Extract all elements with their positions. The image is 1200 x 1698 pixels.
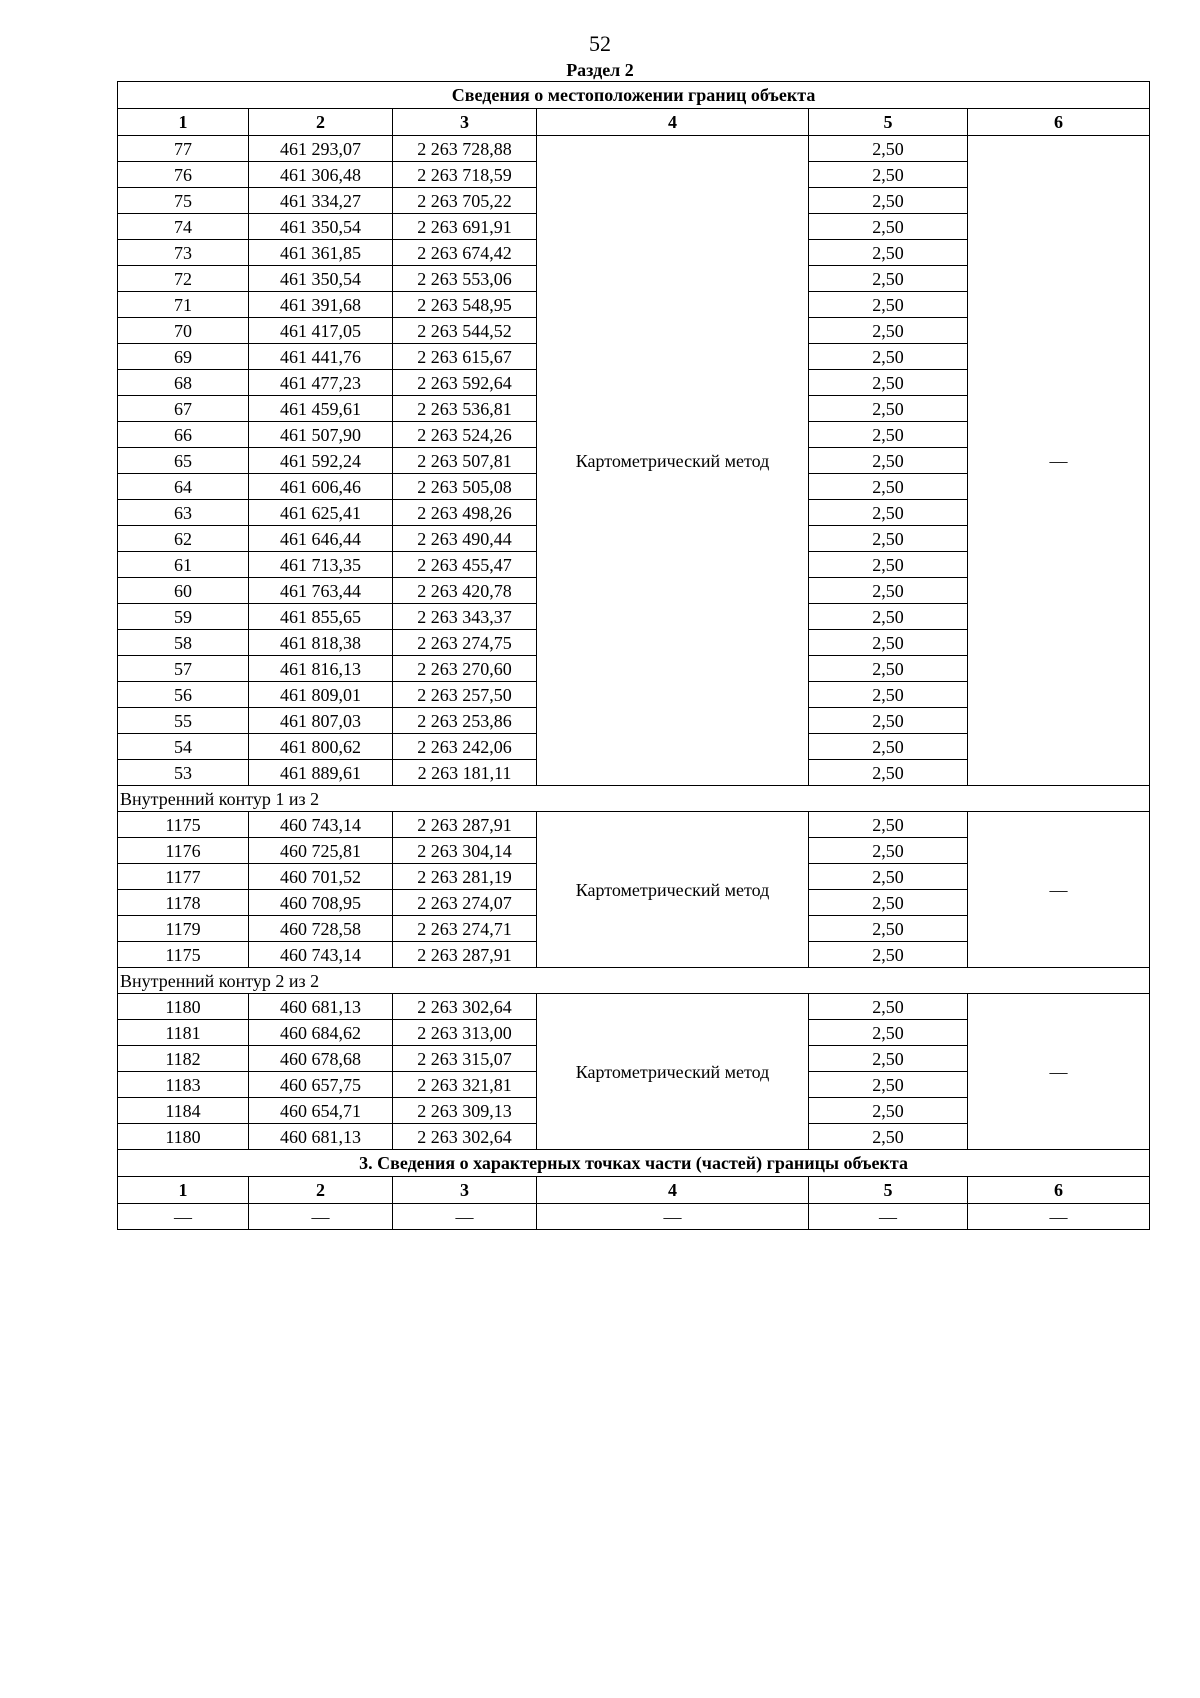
table-row [118,812,1150,838]
coord-y: 2 263 304,14 [393,838,537,864]
accuracy: 2,50 [809,448,968,474]
coord-x: 460 681,13 [249,1124,393,1150]
contour2-method: Картометрический метод [537,994,809,1150]
accuracy: 2,50 [809,136,968,162]
accuracy: 2,50 [809,266,968,292]
coord-y: 2 263 313,00 [393,1020,537,1046]
coord-x: 461 459,61 [249,396,393,422]
point-number: 1178 [118,890,249,916]
contour2-col6: — [968,994,1150,1150]
point-number: 73 [118,240,249,266]
coord-y: 2 263 705,22 [393,188,537,214]
point-number: 1179 [118,916,249,942]
page-number: 52 [589,31,611,56]
accuracy: 2,50 [809,760,968,786]
section-label: Раздел 2 [566,60,634,80]
empty-cell: — [393,1204,537,1230]
coord-y: 2 263 321,81 [393,1072,537,1098]
accuracy: 2,50 [809,994,968,1020]
coord-x: 461 391,68 [249,292,393,318]
accuracy: 2,50 [809,708,968,734]
coord-y: 2 263 274,07 [393,890,537,916]
column-header: 5 [809,1177,968,1204]
accuracy: 2,50 [809,942,968,968]
coord-x: 460 701,52 [249,864,393,890]
accuracy: 2,50 [809,1020,968,1046]
point-number: 68 [118,370,249,396]
column-header: 3 [393,1177,537,1204]
coord-y: 2 263 274,71 [393,916,537,942]
section3-title-row [118,1150,1150,1177]
coord-y: 2 263 490,44 [393,526,537,552]
coord-x: 460 681,13 [249,994,393,1020]
coord-y: 2 263 287,91 [393,812,537,838]
coord-y: 2 263 615,67 [393,344,537,370]
accuracy: 2,50 [809,344,968,370]
accuracy: 2,50 [809,1124,968,1150]
accuracy: 2,50 [809,422,968,448]
coord-y: 2 263 544,52 [393,318,537,344]
accuracy: 2,50 [809,578,968,604]
accuracy: 2,50 [809,370,968,396]
point-number: 65 [118,448,249,474]
coord-x: 461 809,01 [249,682,393,708]
coord-y: 2 263 257,50 [393,682,537,708]
column-header: 2 [249,1177,393,1204]
coord-x: 461 807,03 [249,708,393,734]
point-number: 72 [118,266,249,292]
empty-cell: — [809,1204,968,1230]
coord-x: 461 818,38 [249,630,393,656]
accuracy: 2,50 [809,812,968,838]
point-number: 62 [118,526,249,552]
point-number: 1175 [118,942,249,968]
accuracy: 2,50 [809,890,968,916]
accuracy: 2,50 [809,214,968,240]
point-number: 1176 [118,838,249,864]
coord-x: 460 708,95 [249,890,393,916]
coord-x: 461 800,62 [249,734,393,760]
table-header-row [118,109,1150,136]
accuracy: 2,50 [809,500,968,526]
coord-x: 460 743,14 [249,942,393,968]
accuracy: 2,50 [809,474,968,500]
column-header: 6 [968,109,1150,136]
coord-y: 2 263 253,86 [393,708,537,734]
coord-y: 2 263 287,91 [393,942,537,968]
table-row [118,1204,1150,1230]
accuracy: 2,50 [809,1046,968,1072]
contour1-col6: — [968,812,1150,968]
accuracy: 2,50 [809,526,968,552]
point-number: 53 [118,760,249,786]
point-number: 75 [118,188,249,214]
coord-x: 460 657,75 [249,1072,393,1098]
accuracy: 2,50 [809,162,968,188]
table-row [118,136,1150,162]
coord-x: 461 763,44 [249,578,393,604]
coord-x: 461 334,27 [249,188,393,214]
accuracy: 2,50 [809,292,968,318]
contour-label: Внутренний контур 1 из 2 [118,786,1150,812]
accuracy: 2,50 [809,864,968,890]
coord-y: 2 263 691,91 [393,214,537,240]
column-header: 1 [118,109,249,136]
table-row [118,994,1150,1020]
coord-y: 2 263 309,13 [393,1098,537,1124]
coord-y: 2 263 302,64 [393,1124,537,1150]
coord-x: 461 477,23 [249,370,393,396]
point-number: 60 [118,578,249,604]
point-number: 64 [118,474,249,500]
point-number: 1184 [118,1098,249,1124]
coord-y: 2 263 343,37 [393,604,537,630]
coord-y: 2 263 718,59 [393,162,537,188]
point-number: 71 [118,292,249,318]
coord-y: 2 263 728,88 [393,136,537,162]
point-number: 57 [118,656,249,682]
column-header: 5 [809,109,968,136]
coord-x: 461 646,44 [249,526,393,552]
coord-x: 461 293,07 [249,136,393,162]
column-header: 3 [393,109,537,136]
coord-x: 460 684,62 [249,1020,393,1046]
point-number: 70 [118,318,249,344]
point-number: 69 [118,344,249,370]
empty-cell: — [118,1204,249,1230]
accuracy: 2,50 [809,916,968,942]
point-number: 74 [118,214,249,240]
coord-x: 461 441,76 [249,344,393,370]
accuracy: 2,50 [809,604,968,630]
contour-label-row [118,968,1150,994]
coord-y: 2 263 553,06 [393,266,537,292]
boundary-table [117,81,1150,1230]
coord-x: 461 816,13 [249,656,393,682]
coord-y: 2 263 592,64 [393,370,537,396]
point-number: 56 [118,682,249,708]
coord-x: 461 417,05 [249,318,393,344]
accuracy: 2,50 [809,656,968,682]
coord-x: 461 713,35 [249,552,393,578]
table-title: Сведения о местоположении границ объекта [118,82,1150,109]
column-header: 2 [249,109,393,136]
coord-x: 460 654,71 [249,1098,393,1124]
column-header: 4 [537,1177,809,1204]
point-number: 77 [118,136,249,162]
accuracy: 2,50 [809,630,968,656]
point-number: 63 [118,500,249,526]
point-number: 1183 [118,1072,249,1098]
coord-x: 460 743,14 [249,812,393,838]
point-number: 59 [118,604,249,630]
contour-label: Внутренний контур 2 из 2 [118,968,1150,994]
outer-col6: — [968,136,1150,786]
coord-x: 461 306,48 [249,162,393,188]
section3-header-row [118,1177,1150,1204]
section3-title: 3. Сведения о характерных точках части (частей) границы объекта [118,1150,1150,1177]
coord-y: 2 263 507,81 [393,448,537,474]
coord-x: 461 350,54 [249,266,393,292]
accuracy: 2,50 [809,1072,968,1098]
contour1-method: Картометрический метод [537,812,809,968]
accuracy: 2,50 [809,318,968,344]
accuracy: 2,50 [809,240,968,266]
accuracy: 2,50 [809,188,968,214]
accuracy: 2,50 [809,734,968,760]
coord-x: 461 361,85 [249,240,393,266]
coord-x: 461 592,24 [249,448,393,474]
column-header: 1 [118,1177,249,1204]
point-number: 1175 [118,812,249,838]
column-header: 6 [968,1177,1150,1204]
coord-y: 2 263 281,19 [393,864,537,890]
coord-y: 2 263 420,78 [393,578,537,604]
point-number: 61 [118,552,249,578]
empty-cell: — [968,1204,1150,1230]
coord-x: 461 889,61 [249,760,393,786]
contour-label-row [118,786,1150,812]
coord-y: 2 263 270,60 [393,656,537,682]
coord-x: 460 725,81 [249,838,393,864]
point-number: 1182 [118,1046,249,1072]
coord-x: 461 350,54 [249,214,393,240]
point-number: 58 [118,630,249,656]
coord-x: 461 507,90 [249,422,393,448]
coord-y: 2 263 181,11 [393,760,537,786]
accuracy: 2,50 [809,396,968,422]
coord-x: 460 678,68 [249,1046,393,1072]
point-number: 67 [118,396,249,422]
coord-y: 2 263 302,64 [393,994,537,1020]
point-number: 54 [118,734,249,760]
coord-y: 2 263 505,08 [393,474,537,500]
coord-x: 461 855,65 [249,604,393,630]
accuracy: 2,50 [809,682,968,708]
empty-cell: — [249,1204,393,1230]
point-number: 1180 [118,994,249,1020]
point-number: 1177 [118,864,249,890]
coord-x: 460 728,58 [249,916,393,942]
coord-y: 2 263 455,47 [393,552,537,578]
coord-y: 2 263 242,06 [393,734,537,760]
coord-x: 461 625,41 [249,500,393,526]
accuracy: 2,50 [809,1098,968,1124]
accuracy: 2,50 [809,552,968,578]
empty-cell: — [537,1204,809,1230]
point-number: 1180 [118,1124,249,1150]
accuracy: 2,50 [809,838,968,864]
point-number: 76 [118,162,249,188]
point-number: 1181 [118,1020,249,1046]
coord-y: 2 263 274,75 [393,630,537,656]
table-title-row [118,82,1150,109]
coord-y: 2 263 536,81 [393,396,537,422]
outer-method: Картометрический метод [537,136,809,786]
point-number: 66 [118,422,249,448]
coord-y: 2 263 498,26 [393,500,537,526]
coord-y: 2 263 315,07 [393,1046,537,1072]
column-header: 4 [537,109,809,136]
point-number: 55 [118,708,249,734]
coord-y: 2 263 674,42 [393,240,537,266]
coord-y: 2 263 524,26 [393,422,537,448]
coord-y: 2 263 548,95 [393,292,537,318]
coord-x: 461 606,46 [249,474,393,500]
